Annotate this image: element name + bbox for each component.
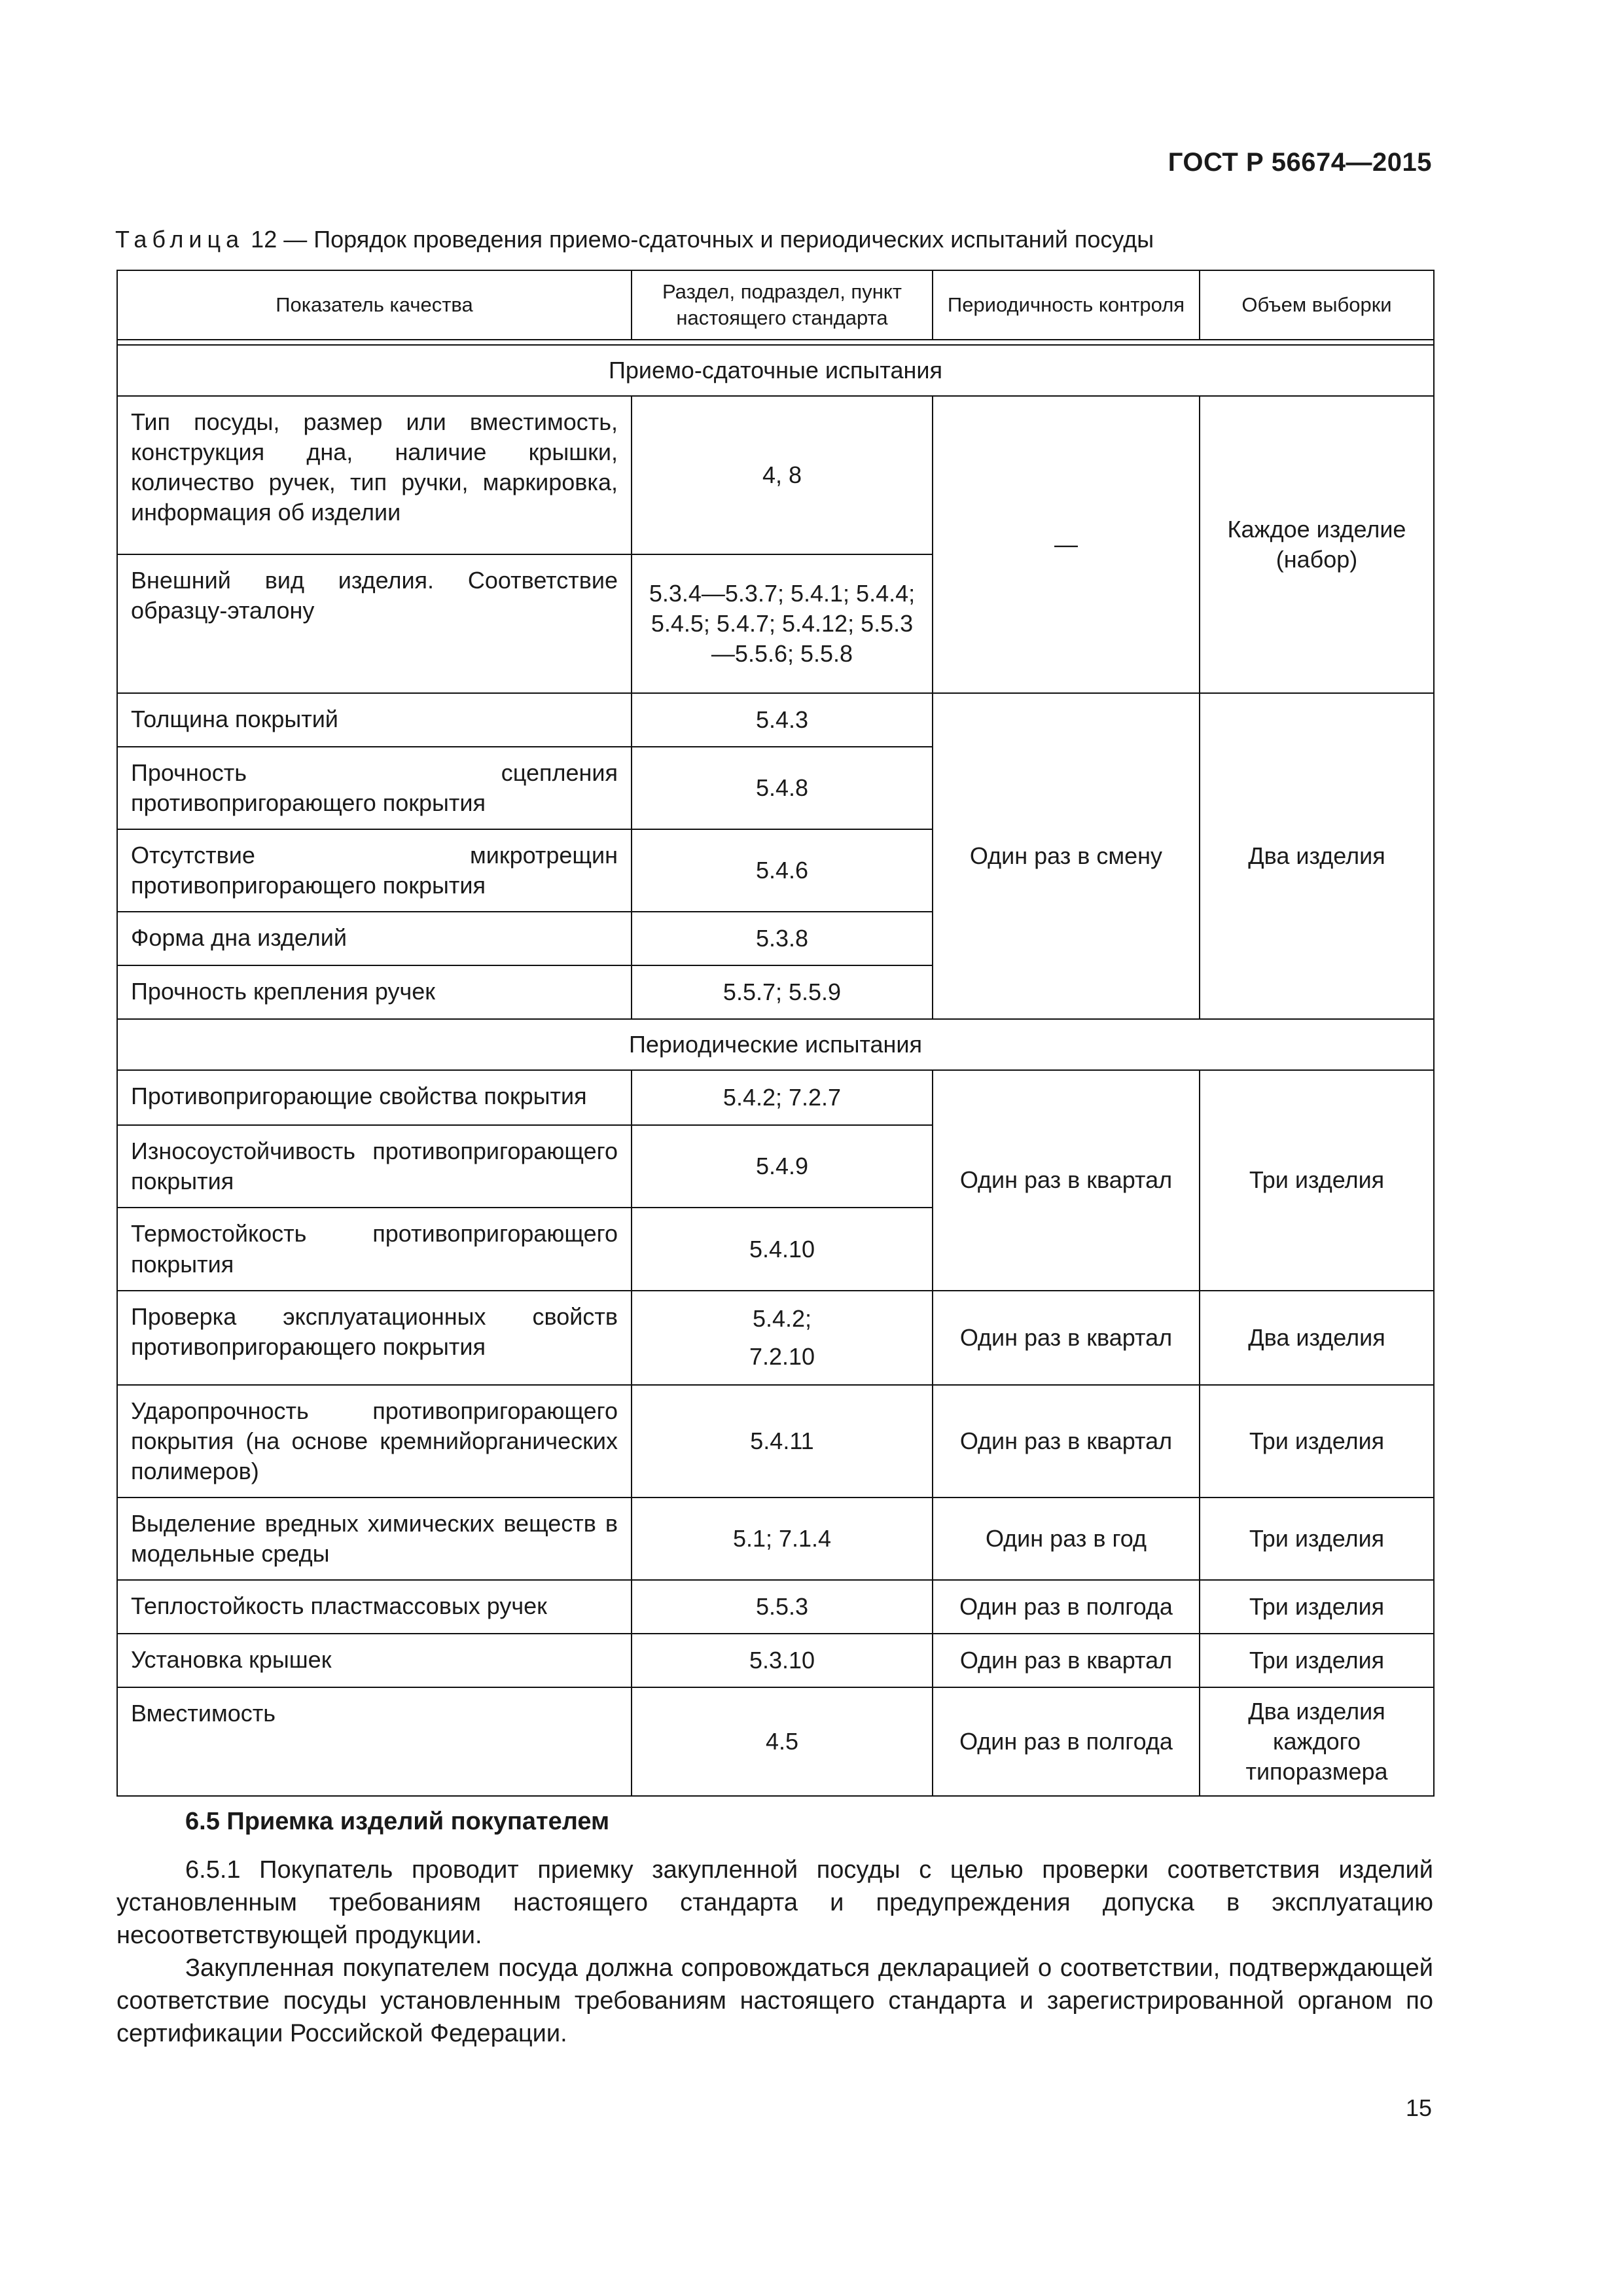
table-row xyxy=(117,693,1434,747)
sample-cell: Каждое изделие (набор) xyxy=(1200,396,1434,693)
reference-cell: 4.5 xyxy=(632,1687,933,1796)
caption-label: Таблица xyxy=(115,226,245,253)
col-header-sample: Объем выборки xyxy=(1200,270,1434,340)
frequency-cell: — xyxy=(933,396,1200,693)
frequency-cell: Один раз в квартал xyxy=(933,1634,1200,1687)
reference-cell: 5.4.9 xyxy=(632,1125,933,1208)
reference-cell: 5.5.7; 5.5.9 xyxy=(632,965,933,1019)
quality-cell: Противопригорающие свойства покрытия xyxy=(117,1070,632,1125)
section-heading: 6.5 Приемка изделий покупателем xyxy=(185,1808,610,1835)
quality-cell: Вместимость xyxy=(117,1687,632,1796)
reference-line: 5.4.2; xyxy=(752,1304,812,1332)
sample-cell: Три изделия xyxy=(1200,1070,1434,1290)
sample-cell: Два изделия xyxy=(1200,693,1434,1019)
reference-line: 7.2.10 xyxy=(749,1342,815,1370)
section-periodic-tests: Периодические испытания xyxy=(117,1019,1434,1070)
frequency-cell: Один раз в квартал xyxy=(933,1291,1200,1385)
quality-cell: Износоустойчивость противопригорающего покрытия xyxy=(117,1125,632,1208)
reference-cell: 4, 8 xyxy=(632,396,933,554)
quality-cell: Теплостойкость пластмассовых ручек xyxy=(117,1580,632,1634)
frequency-cell: Один раз в полгода xyxy=(933,1687,1200,1796)
sample-cell: Три изделия xyxy=(1200,1580,1434,1634)
reference-cell: 5.3.10 xyxy=(632,1634,933,1687)
document-code: ГОСТ Р 56674—2015 xyxy=(1168,148,1432,177)
sample-cell: Два изделия каждого типоразмера xyxy=(1200,1687,1434,1796)
paragraph: 6.5.1 Покупатель проводит приемку закупленной посуды с целью проверки соответствия изделий установленным требованиям настоящего стандарта и предупреждения допуска в эксплуатацию несоответствующей продукции. xyxy=(116,1856,1433,1949)
quality-cell: Внешний вид изделия. Соответствие образцу-эталону xyxy=(117,554,632,693)
quality-cell: Проверка эксплуатационных свойств противопригорающего покрытия xyxy=(117,1291,632,1385)
sample-cell: Два изделия xyxy=(1200,1291,1434,1385)
frequency-cell: Один раз в квартал xyxy=(933,1070,1200,1290)
table-row xyxy=(117,1634,1434,1687)
quality-cell: Толщина покрытий xyxy=(117,693,632,747)
page-number: 15 xyxy=(1405,2094,1432,2121)
frequency-cell: Один раз в смену xyxy=(933,693,1200,1019)
table-row xyxy=(117,1498,1434,1580)
table-header-row xyxy=(117,270,1434,340)
paragraph: Закупленная покупателем посуда должна сопровождаться декларацией о соответствии, подтверждающей соответствие посуды установленным требованиям настоящего стандарта и зарегистрированной органом по сертификации Российской Федерации. xyxy=(116,1954,1433,2047)
quality-cell: Термостойкость противопригорающего покрытия xyxy=(117,1208,632,1290)
quality-cell: Ударопрочность противопригорающего покрытия (на основе кремнийорганических полимеров) xyxy=(117,1385,632,1498)
reference-cell: 5.4.10 xyxy=(632,1208,933,1290)
quality-cell: Отсутствие микротрещин противопригорающего покрытия xyxy=(117,829,632,912)
quality-cell: Тип посуды, размер или вместимость, конструкция дна, наличие крышки, количество ручек, тип ручки, маркировка, информация об изделии xyxy=(117,396,632,554)
frequency-cell: Один раз в полгода xyxy=(933,1580,1200,1634)
quality-cell: Выделение вредных химических веществ в модельные среды xyxy=(117,1498,632,1580)
reference-cell: 5.4.3 xyxy=(632,693,933,747)
section-row xyxy=(117,345,1434,396)
reference-cell: 5.3.4—5.3.7; 5.4.1; 5.4.4; 5.4.5; 5.4.7; 5.4.12; 5.5.3—5.5.6; 5.5.8 xyxy=(632,554,933,693)
tests-table xyxy=(116,270,1435,1797)
table-row xyxy=(117,396,1434,554)
col-header-reference: Раздел, подраздел, пункт настоящего стандарта xyxy=(632,270,933,340)
reference-cell xyxy=(632,1291,933,1385)
reference-cell: 5.3.8 xyxy=(632,912,933,965)
table-row xyxy=(117,1580,1434,1634)
reference-cell: 5.4.6 xyxy=(632,829,933,912)
frequency-cell: Один раз в год xyxy=(933,1498,1200,1580)
section-acceptance-tests: Приемо-сдаточные испытания xyxy=(117,345,1434,396)
quality-cell: Установка крышек xyxy=(117,1634,632,1687)
col-header-frequency: Периодичность контроля xyxy=(933,270,1200,340)
reference-cell: 5.5.3 xyxy=(632,1580,933,1634)
sample-cell: Три изделия xyxy=(1200,1498,1434,1580)
reference-cell: 5.4.11 xyxy=(632,1385,933,1498)
quality-cell: Форма дна изделий xyxy=(117,912,632,965)
sample-cell: Три изделия xyxy=(1200,1385,1434,1498)
table-row xyxy=(117,1687,1434,1796)
quality-cell: Прочность сцепления противопригорающего покрытия xyxy=(117,747,632,829)
section-row xyxy=(117,1019,1434,1070)
sample-cell: Три изделия xyxy=(1200,1634,1434,1687)
reference-cell: 5.4.2; 7.2.7 xyxy=(632,1070,933,1125)
reference-cell: 5.1; 7.1.4 xyxy=(632,1498,933,1580)
header-gap xyxy=(117,340,1434,345)
quality-cell: Прочность крепления ручек xyxy=(117,965,632,1019)
reference-cell: 5.4.8 xyxy=(632,747,933,829)
caption-text: — Порядок проведения приемо-сдаточных и периодических испытаний посуды xyxy=(277,226,1154,253)
table-caption xyxy=(115,226,1154,253)
col-header-quality: Показатель качества xyxy=(117,270,632,340)
caption-number: 12 xyxy=(251,226,277,253)
table-row xyxy=(117,1291,1434,1385)
table-row xyxy=(117,1385,1434,1498)
table-row xyxy=(117,1070,1434,1125)
frequency-cell: Один раз в квартал xyxy=(933,1385,1200,1498)
